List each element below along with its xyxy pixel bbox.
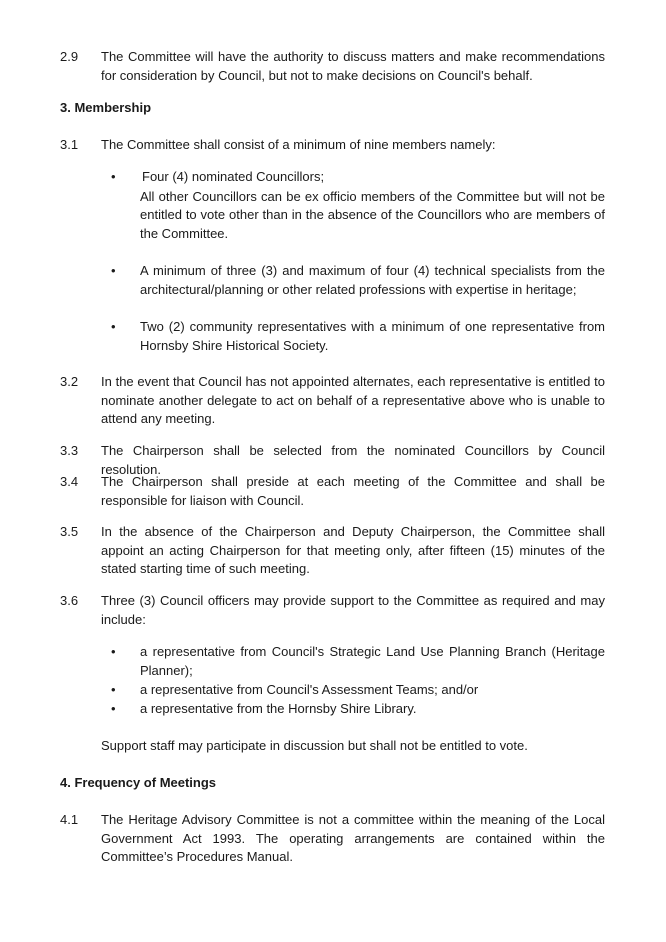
clause-3-6	[60, 592, 605, 629]
clause-2-9	[60, 48, 605, 85]
bullet-text: a representative from Council's Strategic Land Use Planning Branch (Heritage Planner);	[140, 644, 605, 678]
clause-3-2	[60, 373, 605, 429]
bullet-icon: •	[111, 701, 116, 716]
clause-3-5	[60, 523, 605, 579]
section-heading-frequency: 4. Frequency of Meetings	[60, 775, 217, 790]
bullet-text	[140, 168, 605, 243]
bullet-item	[111, 168, 605, 243]
clause-number: 3.2	[60, 374, 79, 389]
bullet-icon: •	[111, 682, 116, 697]
clause-3-4	[60, 473, 605, 510]
clause-text: The Heritage Advisory Committee is not a committee within the meaning of the Local Government Act 1993. The operating arrangements are contained within the Committee’s Procedures Manual.	[101, 812, 605, 864]
bullet-main-text: Four (4) nominated Councillors;	[142, 169, 325, 184]
clause-number: 3.4	[60, 474, 79, 489]
clause-text: In the event that Council has not appointed alternates, each representative is entitled to nominate another delegate to act on behalf of a representative above who is unable to attend any meeting.	[101, 374, 605, 426]
bullet-icon: •	[111, 169, 116, 184]
bullet-text: Two (2) community representatives with a minimum of one representative from Hornsby Shire Historical Society.	[140, 319, 605, 353]
clause-number: 3.1	[60, 137, 79, 152]
clause-text: The Committee shall consist of a minimum of nine members namely:	[101, 137, 496, 152]
section-heading-membership: 3. Membership	[60, 100, 152, 115]
clause-text: In the absence of the Chairperson and Deputy Chairperson, the Committee shall appoint an acting Chairperson for that meeting only, after fifteen (15) minutes of the stated starting time of such meeting.	[101, 524, 605, 576]
bullet-icon: •	[111, 263, 116, 278]
bullet-text: a representative from Council's Assessment Teams; and/or	[140, 682, 479, 697]
clause-3-1	[60, 136, 605, 155]
clause-number: 3.5	[60, 524, 79, 539]
clause-text: The Committee will have the authority to discuss matters and make recommendations for consideration by Council, but not to make decisions on Council's behalf.	[101, 49, 605, 83]
support-staff-note: Support staff may participate in discussion but shall not be entitled to vote.	[101, 738, 528, 753]
bullet-icon: •	[111, 319, 116, 334]
clause-text: Three (3) Council officers may provide support to the Committee as required and may include:	[101, 593, 605, 627]
clause-text: The Chairperson shall preside at each meeting of the Committee and shall be responsible for liaison with Council.	[101, 474, 605, 508]
bullet-text: a representative from the Hornsby Shire Library.	[140, 701, 417, 716]
bullet-item	[111, 681, 605, 700]
bullet-sub-text: All other Councillors can be ex officio members of the Committee but will not be entitled to vote other than in the absence of the Councillors who are members of the Committee.	[140, 188, 605, 241]
bullet-item	[111, 262, 605, 299]
clause-4-1	[60, 811, 605, 867]
clause-text: The Chairperson shall be selected from the nominated Councillors by Council resolution.	[101, 443, 605, 477]
clause-number: 3.3	[60, 443, 79, 458]
clause-number: 2.9	[60, 49, 79, 64]
bullet-item	[111, 700, 605, 719]
bullet-icon: •	[111, 644, 116, 659]
bullet-item	[111, 643, 605, 680]
bullet-item	[111, 318, 605, 355]
clause-number: 4.1	[60, 812, 79, 827]
clause-number: 3.6	[60, 593, 79, 608]
bullet-text: A minimum of three (3) and maximum of four (4) technical specialists from the architectural/planning or other related professions with expertise in heritage;	[140, 263, 605, 297]
